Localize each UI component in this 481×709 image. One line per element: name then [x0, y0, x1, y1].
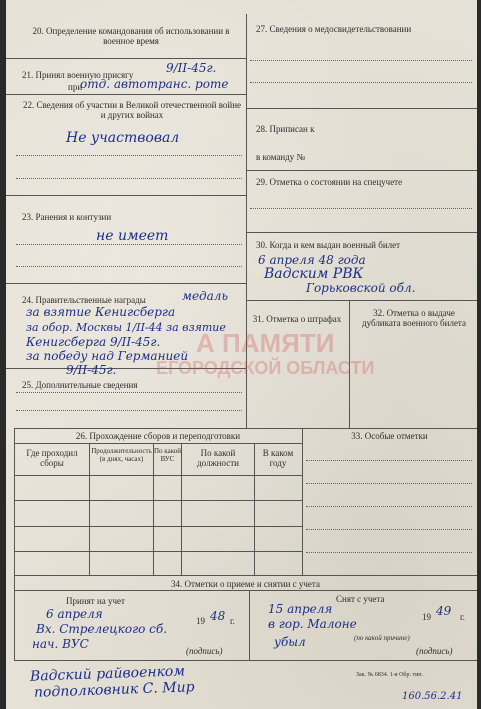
table26-header-place: Где проходил сборы [26, 448, 78, 468]
section34-top [14, 575, 477, 576]
removed-year-prefix: 19 [422, 612, 431, 622]
table26-header-position: По какой должности [197, 448, 239, 468]
section34-bottom [14, 660, 477, 661]
section-32-label: 32. Отметка о выдаче дубликата военного билета [362, 308, 466, 328]
wounds-entry: не имеет [96, 228, 169, 244]
section-20-label: 20. Определение командования об использовании в военное время [32, 26, 230, 46]
award-line: за обор. Москвы 1/II-44 за взятие [26, 321, 226, 334]
divider-23 [6, 283, 246, 284]
section-21-label: 21. Принял военную присягу [22, 70, 134, 80]
section-23-label: 23. Ранения и контузии [22, 212, 112, 222]
table26-header-vus: По какой ВУС [154, 447, 181, 463]
dotted-line [250, 208, 472, 209]
section-24-label: 24. Правительственные награды [22, 295, 146, 305]
section-26-label: 26. Прохождение сборов и переподготовки [75, 431, 241, 441]
watermark-line1: А ПАМЯТИ [196, 328, 335, 358]
section-22-label: 22. Сведения об участии в Великой отечественной войне и других войнах [22, 100, 242, 120]
removed-year-suffix: г. [460, 612, 465, 622]
divider-22 [6, 195, 246, 196]
section-33-label: 33. Особые отметки [351, 431, 428, 441]
removed-year: 49 [436, 604, 452, 618]
award-line: за победу над Германией [26, 349, 189, 363]
table26-header-bottom [14, 475, 302, 476]
accepted-entry: Вх. Стрелецкого сб. [36, 622, 168, 636]
archive-number: 160.56.2.41 [402, 691, 463, 702]
table26-right [302, 428, 303, 575]
military-card-page [6, 0, 477, 709]
accepted-signature-label: (подпись) [186, 646, 223, 656]
table26-row [14, 526, 302, 527]
section34-mid [249, 590, 250, 660]
removed-entry: в гор. Малоне [268, 617, 357, 631]
dotted-line [16, 155, 242, 156]
dotted-line [306, 506, 472, 507]
award-line: Кенигсберга 9/II-45г. [26, 335, 161, 349]
table26-header-top [14, 443, 302, 444]
section-30-label: 30. Когда и кем выдан военный билет [256, 240, 401, 250]
removed-label: Снят с учета [336, 594, 385, 604]
oath-date: 9/II-45г. [166, 61, 217, 75]
removed-entry: 15 апреля [268, 602, 333, 616]
divider-28 [246, 170, 477, 171]
accepted-year: 48 [210, 609, 226, 623]
removed-entry: убыл [274, 635, 306, 649]
section-27-label: 27. Сведения о медосвидетельствовании [256, 24, 412, 34]
accepted-label: Принят на учет [66, 596, 125, 606]
print-footer: Зак. № 6834. 1-я Обр. тип. [356, 672, 423, 678]
divider-30 [246, 300, 477, 301]
section-28-label: 28. Приписан к [256, 124, 315, 134]
table26-header-duration: Продолжительность (в днях, часах) [91, 447, 152, 463]
section-29-label: 29. Отметка о состоянии на спецучете [256, 177, 403, 187]
table26-row [14, 500, 302, 501]
section-25-label: 25. Дополнительные сведения [22, 380, 138, 390]
removed-signature-label: (подпись) [416, 646, 453, 656]
ticket-line: Горьковской обл. [306, 281, 416, 295]
section-28-team-label: в команду № [256, 152, 306, 162]
section-31-label: 31. Отметка о штрафах [252, 314, 342, 324]
dotted-line [16, 266, 242, 267]
section-21-at-label: при [68, 82, 83, 92]
removed-reason-label: (по какой причине) [354, 634, 410, 642]
commissar-signature: подполковник С. Мир [33, 679, 195, 701]
ticket-line: Вадским РВК [264, 266, 364, 282]
dotted-line [306, 552, 472, 553]
table26-header-year: В каком году [262, 448, 294, 468]
accepted-year-prefix: 19 [196, 616, 205, 626]
award-line: медаль [182, 289, 228, 303]
divider-20 [6, 58, 246, 59]
dotted-line [16, 178, 242, 179]
ticket-line: 6 апреля 48 года [258, 253, 366, 267]
divider-21 [6, 94, 246, 95]
dotted-line [306, 460, 472, 461]
oath-unit: отд. автотранс. роте [80, 77, 229, 91]
dotted-line [16, 410, 242, 411]
accepted-entry: нач. ВУС [32, 637, 89, 651]
award-line: 9/II-45г. [66, 363, 117, 377]
dotted-line [250, 60, 472, 61]
dotted-line [16, 244, 242, 245]
table26-row [14, 551, 302, 552]
dotted-line [250, 82, 472, 83]
commissar-title: Вадский райвоенком [29, 663, 186, 685]
divider-mid [14, 428, 477, 429]
section-34-label: 34. Отметки о приеме и снятии с учета [171, 579, 320, 589]
award-line: за взятие Кенигсберга [26, 305, 176, 319]
dotted-line [306, 529, 472, 530]
section34-header-bottom [14, 590, 477, 591]
dotted-line [306, 483, 472, 484]
accepted-entry: 6 апреля [46, 607, 103, 621]
divider-27 [246, 108, 477, 109]
watermark-line2: ЕГОРОДСКОЙ ОБЛАСТИ [156, 358, 375, 378]
war-participation: Не участвовал [66, 130, 180, 146]
accepted-year-suffix: г. [230, 616, 235, 626]
dotted-line [16, 392, 242, 393]
divider-29 [246, 232, 477, 233]
